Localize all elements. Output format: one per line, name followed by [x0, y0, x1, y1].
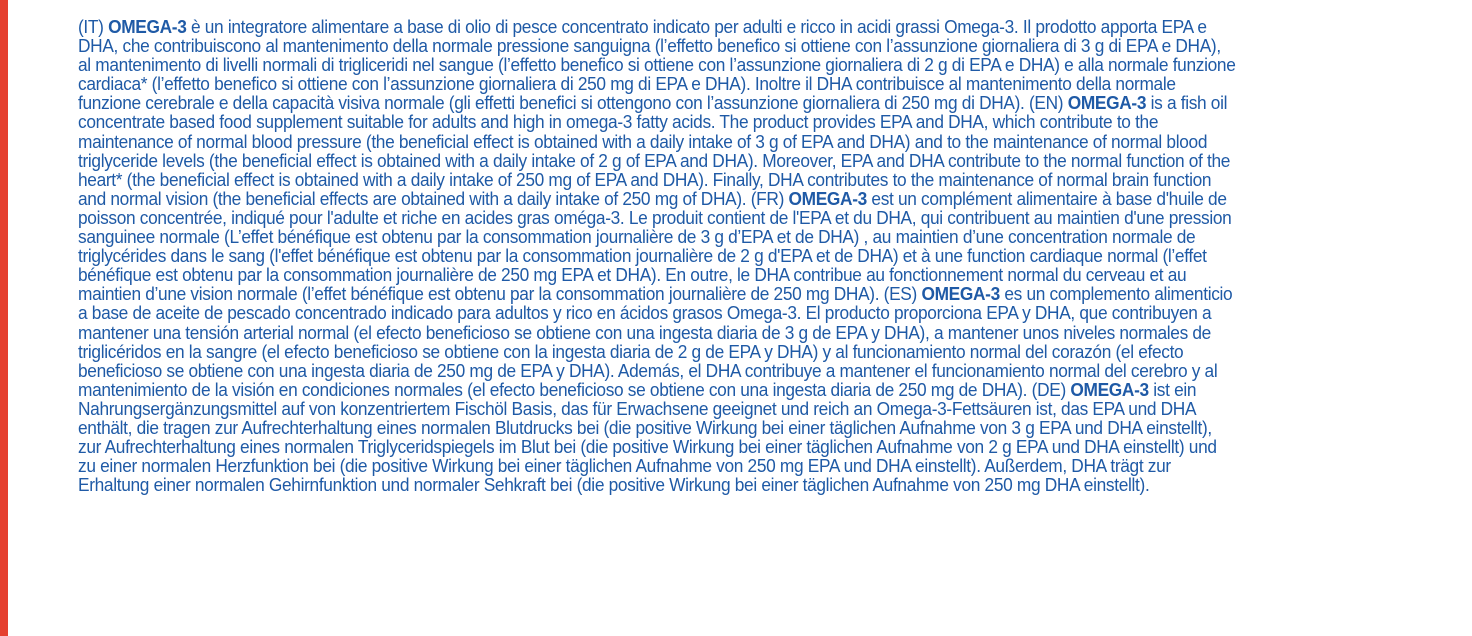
product-name: OMEGA-3	[108, 16, 187, 37]
text-segment: triglicéridos en la sangre (el efecto beneficioso se obtiene con la ingesta diaria de 2 g de EPA y DHA) y al funcionamiento normal del corazón (el efecto	[78, 340, 1184, 362]
text-segment: beneficioso se obtiene con una ingesta diaria de 250 mg de EPA y DHA). Además, el DHA contribuye a mantener el funcionamiento normal del cerebro y al	[78, 359, 1218, 381]
text-segment: is a fish oil	[1146, 92, 1228, 114]
text-segment: ist ein	[1148, 378, 1197, 400]
text-line	[78, 323, 1378, 342]
text-line	[78, 74, 1378, 93]
text-line	[78, 361, 1378, 380]
text-line	[78, 170, 1378, 189]
text-segment: DHA, che contribuiscono al mantenimento della normale pressione sanguigna (l’effetto benefico si ottiene con l’assunzione giornaliera di 3 g di EPA e DHA),	[78, 35, 1221, 57]
product-name: OMEGA-3	[921, 283, 1000, 305]
text-segment: mantener una tensión arterial normal (el efecto beneficioso se obtiene con una ingesta diaria de 3 g de EPA y DHA), a mantener unos niveles normales de	[78, 321, 1211, 343]
text-segment: a base de aceite de pescado concentrado indicado para adultos y rico en ácidos grasos Omega-3. El producto proporciona EPA y DHA, que contribuyen a	[78, 302, 1212, 324]
text-line	[78, 227, 1378, 246]
text-line	[78, 189, 1378, 208]
text-segment: and normal vision (the beneficial effects are obtained with a daily intake of 250 mg of DHA). (FR)	[78, 187, 789, 209]
text-segment: triglycérides dans le sang (l'effet bénéfique est obtenu par la consommation journalière de 2 g d'EPA et de DHA) et à une function cardiaque normal (l’effet	[78, 245, 1207, 267]
text-line	[78, 151, 1378, 170]
red-edge-stripe	[0, 0, 8, 636]
text-segment: es un complemento alimenticio	[999, 283, 1233, 305]
text-line	[78, 112, 1378, 131]
text-segment: heart* (the beneficial effect is obtained with a daily intake of 250 mg of EPA and DHA). Finally, DHA contributes to the maintenance of normal brain function	[78, 168, 1212, 190]
text-line	[78, 456, 1378, 475]
text-line	[78, 380, 1378, 399]
text-segment: mantenimiento de la visión en condiciones normales (el efecto beneficioso se obtiene con una ingesta diaria de 250 mg de DHA). (DE)	[78, 378, 1071, 400]
text-segment: concentrate based food supplement suitable for adults and high in omega-3 fatty acids. The product provides EPA and DHA, which contribute to the	[78, 111, 1159, 133]
text-line	[78, 55, 1378, 74]
text-line	[78, 418, 1378, 437]
text-line	[78, 284, 1378, 303]
text-line	[78, 208, 1378, 227]
text-line	[78, 399, 1378, 418]
text-line	[78, 265, 1378, 284]
text-line	[78, 246, 1378, 265]
text-segment: enthält, die tragen zur Aufrechterhaltung eines normalen Blutdrucks bei (die positive Wirkung bei einer täglichen Aufnahme von 3 g EPA und DHA einstellt),	[78, 416, 1212, 438]
text-segment: è un integratore alimentare a base di olio di pesce concentrato indicato per adulti e ricco in acidi grassi Omega-3. Il prodotto apporta EPA e	[186, 16, 1207, 37]
text-segment: Erhaltung einer normalen Gehirnfunktion und normaler Sehkraft bei (die positive Wirkung bei einer täglichen Aufnahme von 250 mg DHA einstellt).	[78, 474, 1150, 496]
product-name: OMEGA-3	[1070, 378, 1149, 400]
text-segment: bénéfique est obtenu par la consommation journalière de 250 mg EPA et DHA). En outre, le DHA contribue au fonctionnement normal du cerveau et au	[78, 264, 1187, 286]
text-line	[78, 36, 1378, 55]
text-segment: zu einer normalen Herzfunktion bei (die positive Wirkung bei einer täglichen Aufnahme von 250 mg EPA und DHA einstellt). Außerdem, DHA trägt zur	[78, 455, 1171, 477]
text-line	[78, 475, 1378, 494]
text-segment: al mantenimento di livelli normali di trigliceridi nel sangue (l’effetto benefico si ottiene con l’assunzione giornaliera di 2 g di EPA e DHA) e alla normale funzione	[78, 54, 1236, 76]
text-line	[78, 303, 1378, 322]
text-segment: poisson concentrée, indiqué pour l'adulte et riche en acides gras oméga-3. Le produit contient de l'EPA et du DHA, qui contribuent au maintien d'une pression	[78, 206, 1232, 228]
text-segment: Nahrungsergänzungsmittel auf von konzentriertem Fischöl Basis, das für Erwachsene geeignet und reich an Omega-3-Fettsäuren ist, das EPA und DHA	[78, 397, 1197, 419]
text-line	[78, 17, 1378, 36]
text-line	[78, 132, 1378, 151]
product-name: OMEGA-3	[1067, 92, 1147, 114]
text-segment: funzione cerebrale e della capacità visiva normale (gli effetti benefici si ottengono con l’assunzione giornaliera di 250 mg di DHA). (EN)	[78, 92, 1068, 114]
text-segment: triglyceride levels (the beneficial effect is obtained with a daily intake of 2 g of EPA and DHA). Moreover, EPA and DHA contribute to the normal function of the	[78, 149, 1231, 171]
text-segment: (IT)	[78, 16, 109, 37]
product-name: OMEGA-3	[788, 187, 867, 209]
text-segment: est un complément alimentaire à base d'huile de	[866, 187, 1227, 209]
text-segment: maintien d’une vision normale (l’effet bénéfique est obtenu par la consommation journalière de 250 mg DHA). (ES)	[78, 283, 922, 305]
text-segment: cardiaca* (l’effetto benefico si ottiene con l’assunzione giornaliera di 250 mg di EPA e DHA). Inoltre il DHA contribuisce al mantenimento della normale	[78, 73, 1176, 95]
text-line	[78, 342, 1378, 361]
text-segment: sanguinee normale (L’effet bénéfique est obtenu par la consommation journalière de 3 g d’EPA et de DHA) , au maintien d’une concentration normale de	[78, 226, 1196, 248]
multilingual-ingredient-text	[78, 17, 1378, 494]
text-line	[78, 437, 1378, 456]
text-segment: zur Aufrechterhaltung eines normalen Triglyceridspiegels im Blut bei (die positive Wirkung bei einer täglichen Aufnahme von 2 g EPA und DHA einstellt) und	[78, 436, 1217, 458]
text-segment: maintenance of normal blood pressure (the beneficial effect is obtained with a daily intake of 3 g of EPA and DHA) and to the maintenance of normal blood	[78, 130, 1208, 152]
text-line	[78, 93, 1378, 112]
